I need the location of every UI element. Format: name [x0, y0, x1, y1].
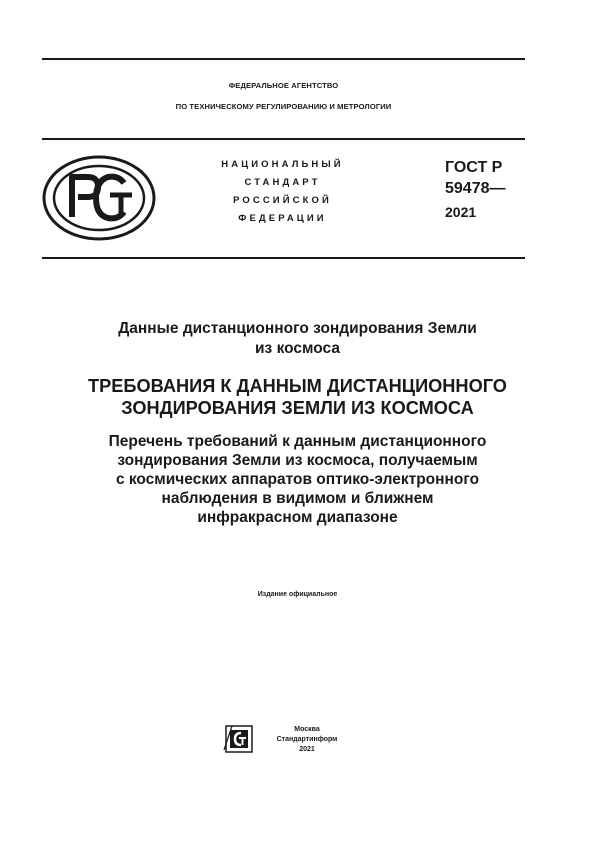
national-line-3: РОССИЙСКОЙ [233, 195, 332, 206]
rst-logo-icon [42, 155, 156, 241]
title-general-line-1: Данные дистанционного зондирования Земли [118, 320, 477, 337]
agency-line-2: ПО ТЕХНИЧЕСКОМУ РЕГУЛИРОВАНИЮ И МЕТРОЛОГИИ [175, 102, 392, 111]
publisher-city: Москва [294, 726, 320, 733]
title-sub-line-3: с космических аппаратов оптико-электронного [115, 471, 480, 488]
title-sub-line-2: зондирования Земли из космоса, получаемым [117, 452, 478, 469]
title-main-line-2: ЗОНДИРОВАНИЯ ЗЕМЛИ ИЗ КОСМОСА [121, 398, 474, 418]
gost-designation [445, 158, 506, 224]
top-rule [42, 58, 525, 60]
gost-number: 59478— [445, 180, 506, 197]
header-rule [42, 138, 525, 140]
title-sub-line-1: Перечень требований к данным дистанционного [108, 433, 487, 450]
title-sub-line-4: наблюдения в видимом и ближнем [161, 490, 434, 507]
national-line-1: НАЦИОНАЛЬНЫЙ [221, 159, 344, 170]
national-standard-label [195, 156, 370, 228]
gost-code: ГОСТ Р [445, 159, 503, 176]
publisher-info [262, 725, 352, 755]
national-line-2: СТАНДАРТ [244, 177, 321, 188]
agency-line-1: ФЕДЕРАЛЬНОЕ АГЕНТСТВО [228, 81, 339, 90]
publisher-year: 2021 [299, 746, 315, 753]
title-general-line-2: из космоса [255, 340, 340, 357]
title-sub-line-5: инфракрасном диапазоне [197, 509, 398, 526]
publisher-name: Стандартинформ [276, 736, 338, 743]
title-general [40, 319, 555, 359]
gost-year: 2021 [445, 204, 477, 220]
title-main-line-1: ТРЕБОВАНИЯ К ДАННЫМ ДИСТАНЦИОННОГО [88, 376, 507, 396]
title-sub [40, 432, 555, 527]
national-line-4: ФЕДЕРАЦИИ [238, 213, 327, 224]
standartinform-icon [222, 724, 256, 754]
title-rule [42, 257, 525, 259]
title-main [40, 375, 555, 419]
edition-label: Издание официальное [257, 591, 338, 598]
